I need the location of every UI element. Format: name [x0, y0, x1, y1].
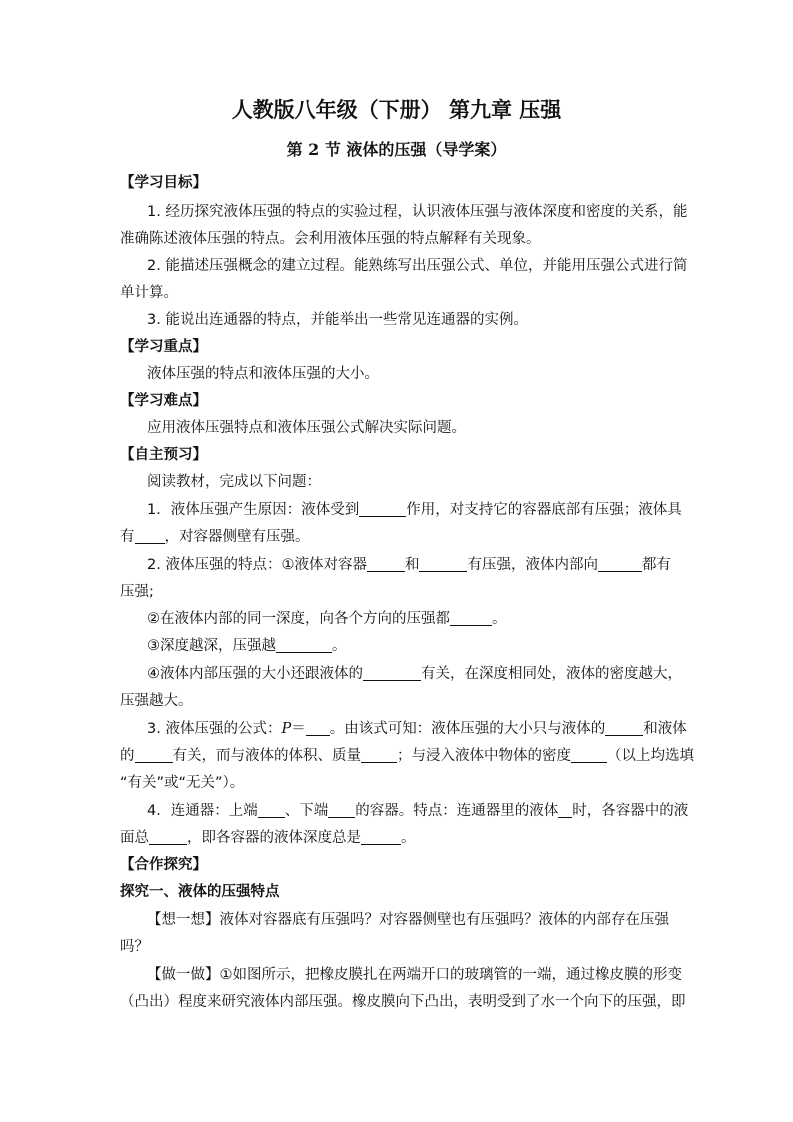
- blank[interactable]: [598, 556, 642, 572]
- blank[interactable]: [276, 637, 332, 653]
- blank[interactable]: [361, 747, 397, 763]
- question-3-line-2: 的 有关，而与液体的体积、质量 ；与浸入液体中物体的密度 （以上均选填: [120, 748, 694, 764]
- key-points-heading: 【学习重点】: [120, 339, 207, 355]
- blank[interactable]: [135, 528, 165, 544]
- preview-heading: 【自主预习】: [120, 447, 207, 463]
- objective-2-line-1: 2. 能描述压强概念的建立过程。能熟练写出压强公式、单位，并能用压强公式进行简: [147, 258, 688, 274]
- blank[interactable]: [419, 556, 467, 572]
- difficulties-heading: 【学习难点】: [120, 393, 207, 409]
- blank[interactable]: [258, 802, 285, 818]
- blank[interactable]: [450, 610, 492, 626]
- page-subtitle: 第 2 节 液体的压强（导学案）: [286, 140, 507, 159]
- question-1-line-2: 有 ，对容器侧壁有压强。: [120, 529, 310, 545]
- question-1-line-1: 1．液体压强产生原因：液体受到 作用，对支持它的容器底部有压强；液体具: [147, 502, 682, 518]
- blank[interactable]: [306, 720, 330, 736]
- think-line-2: 吗？: [120, 939, 149, 955]
- do-line-2: （凸出）程度来研究液体内部压强。橡皮膜向下凸出，表明受到了水一个向下的压强，即: [120, 994, 686, 1010]
- question-2-line-2: 压强;: [120, 584, 154, 600]
- cooperation-heading: 【合作探究】: [120, 857, 207, 873]
- question-2-line-6: 压强越大。: [120, 693, 193, 709]
- blank[interactable]: [558, 802, 572, 818]
- blank[interactable]: [363, 665, 421, 681]
- objectives-heading: 【学习目标】: [120, 175, 207, 191]
- blank[interactable]: [605, 720, 643, 736]
- think-line-1: 【想一想】液体对容器底有压强吗？对容器侧壁也有压强吗？液体的内部存在压强: [147, 912, 669, 928]
- question-3-line-1: 3. 液体压强的公式：P＝ 。由该式可知：液体压强的大小只与液体的 和液体: [147, 721, 687, 737]
- blank[interactable]: [571, 747, 607, 763]
- question-2-line-5: ④液体内部压强的大小还跟液体的 有关，在深度相同处，液体的密度越大，: [147, 666, 682, 682]
- page-title: 人教版八年级（下册） 第九章 压强: [231, 97, 562, 122]
- blank[interactable]: [367, 556, 405, 572]
- question-4-line-2: 面总 ，即各容器的液体深度总是 。: [120, 830, 416, 846]
- objective-1-line-2: 准确陈述液体压强的特点。会利用液体压强的特点解释有关现象。: [120, 231, 541, 247]
- blank[interactable]: [328, 802, 355, 818]
- question-2-line-3: ②在液体内部的同一深度，向各个方向的压强都 。: [147, 611, 507, 627]
- question-2-line-1: 2. 液体压强的特点：①液体对容器 和 有压强，液体内部向 都有: [147, 557, 671, 573]
- key-points-text: 液体压强的特点和液体压强的大小。: [147, 366, 379, 382]
- blank[interactable]: [361, 829, 401, 845]
- blank[interactable]: [359, 501, 406, 517]
- question-3-line-3: “有关”或“无关”）。: [120, 775, 245, 791]
- do-line-1: 【做一做】①如图所示，把橡皮膜扎在两端开口的玻璃管的一端，通过橡皮膜的形变: [147, 967, 682, 983]
- objective-1-line-1: 1. 经历探究液体压强的特点的实验过程，认识液体压强与液体深度和密度的关系，能: [147, 204, 688, 220]
- question-2-line-4: ③深度越深，压强越 。: [147, 638, 347, 654]
- objective-2-line-2: 单计算。: [120, 285, 178, 301]
- difficulties-text: 应用液体压强特点和液体压强公式解决实际问题。: [147, 420, 466, 436]
- blank[interactable]: [149, 829, 187, 845]
- question-4-line-1: 4．连通器：上端 、下端 的容器。特点：连通器里的液体 时，各容器中的液: [147, 803, 689, 819]
- blank[interactable]: [135, 747, 173, 763]
- section-title: 探究一、液体的压强特点: [120, 884, 280, 900]
- objective-3: 3. 能说出连通器的特点，并能举出一些常见连通器的实例。: [147, 312, 528, 328]
- preview-intro: 阅读教材，完成以下问题：: [147, 474, 321, 490]
